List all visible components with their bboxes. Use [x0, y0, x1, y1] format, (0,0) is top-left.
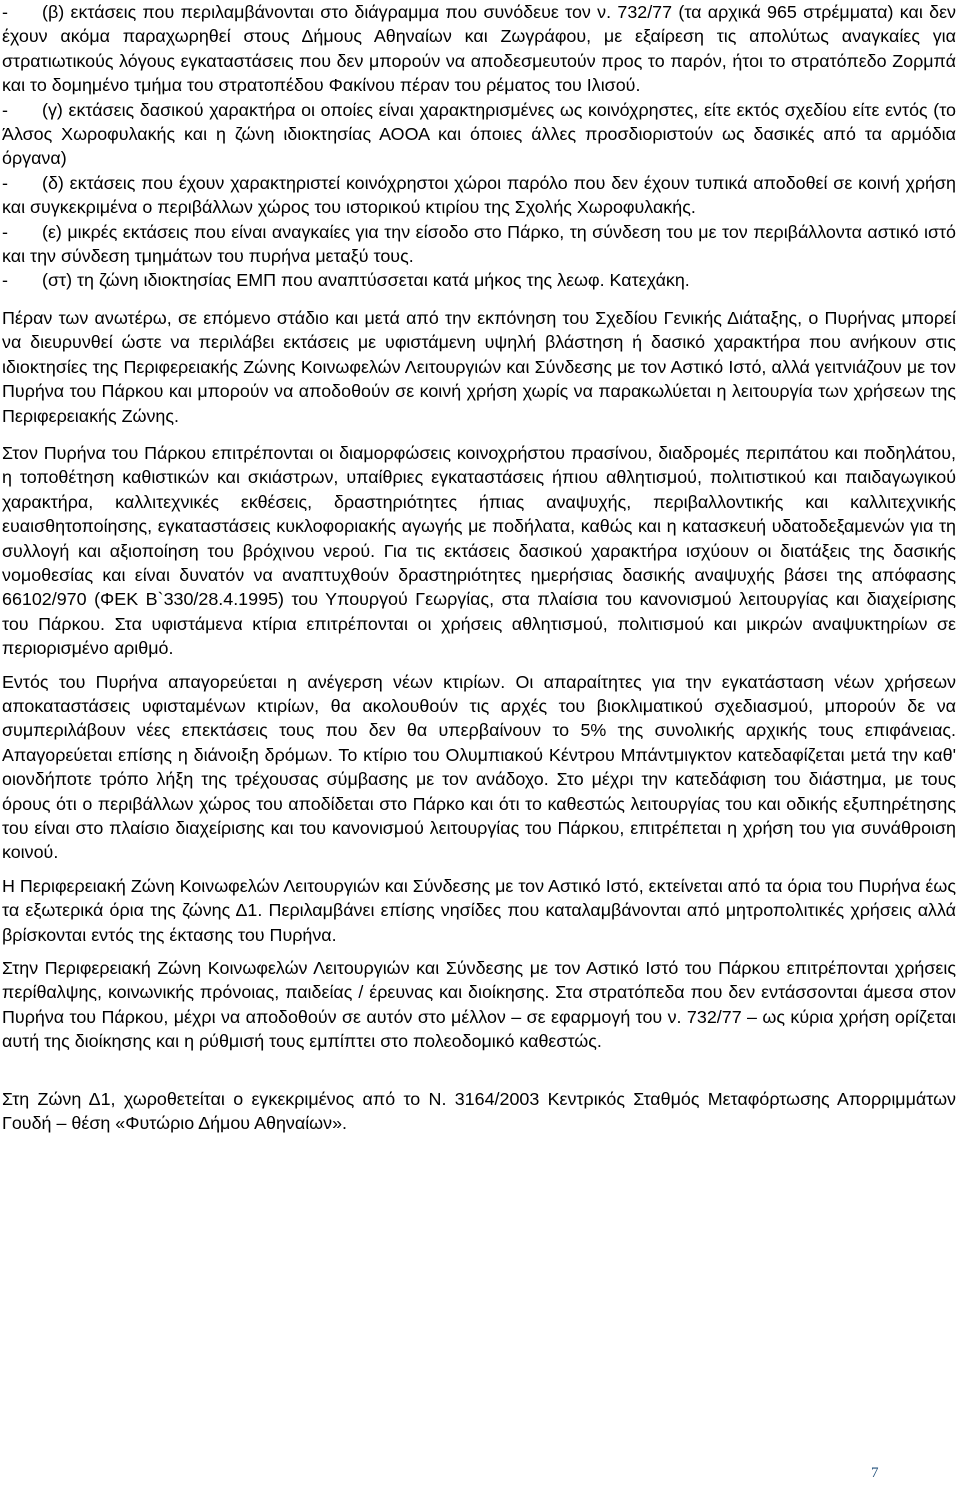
list-marker: - — [2, 270, 8, 291]
paragraph-zone-d1: Στη Ζώνη Δ1, χωροθετείται ο εγκεκριμένος από το Ν. 3164/2003 Κεντρικός Σταθμός Μεταφόρτωσης Απορριμμάτων Γουδή – θέση «Φυτώριο Δήμου Αθηναίων». — [2, 1088, 956, 1134]
list-item-e — [2, 220, 956, 269]
list-item-c — [2, 98, 956, 171]
paragraph-peripheral-uses: Στην Περιφερειακή Ζώνη Κοινωφελών Λειτουργιών και Σύνδεσης με τον Αστικό Ιστό του Πάρκου επιτρέπονται χρήσεις περίθαλψης, κοινωνικής πρόνοιας, παιδείας / έρευνας και διοίκησης. Στα στρατόπεδα που δεν εντάσσονται άμεσα στον Πυρήνα του Πάρκου, μέχρι να αποδοθούν σε αυτόν στο μέλλον – σε εφαρμογή του ν. 732/77 – ως κύρια χρήση ορίζεται αυτή της διοίκησης και η ρύθμισή τους εμπίπτει στο πολεοδομικό καθεστώς. — [2, 958, 956, 1052]
paragraph-peripheral-zone: Η Περιφερειακή Ζώνη Κοινωφελών Λειτουργιών και Σύνδεσης με τον Αστικό Ιστό, εκτείνεται από τα όρια του Πυρήνα έως τα εξωτερικά όρια της ζώνης Δ1. Περιλαμβάνει επίσης νησίδες που καταλαμβάνονται από μητροπολιτικές χρήσεις αλλά βρίσκονται εντός της έκτασης του Πυρήνα. — [2, 875, 956, 945]
list-item-text: (στ) τη ζώνη ιδιοκτησίας ΕΜΠ που αναπτύσσεται κατά μήκος της λεωφ. Κατεχάκη. — [42, 270, 690, 291]
list-item-b — [2, 0, 956, 98]
list-item-text: (β) εκτάσεις που περιλαμβάνονται στο διάγραμμα που συνόδευε τον ν. 732/77 (τα αρχικά 965 στρέμματα) και δεν έχουν ακόμα παραχωρηθεί στους Δήμους Αθηναίων και Ζωγράφου, με εξαίρεση τις απολύτως αναγκαίες για στρατιωτικούς λόγους εγκαταστάσεις που δεν μπορούν να αποδεσμευτούν προς το παρόν, ήτοι το στρατόπεδο Ζορμπά και το δομημένο τμήμα του στρατοπέδου Φακίνου πέραν του ρέματος του Ιλισού. — [2, 2, 956, 96]
list-item-text: (γ) εκτάσεις δασικού χαρακτήρα οι οποίες είναι χαρακτηρισμένες ως κοινόχρηστες, είτε εκτός σχεδίου είτε εντός (το Άλσος Χωροφυλακής και η ζώνη ιδιοκτησίας ΑΟΟΑ και όποιες άλλες προσδιοριστούν ως δασικές από τα αρμόδια όργανα) — [2, 99, 956, 169]
document-page — [2, 0, 956, 1135]
list-item-f — [2, 268, 956, 292]
list-marker: - — [2, 221, 8, 242]
paragraph-core-expansion: Πέραν των ανωτέρω, σε επόμενο στάδιο και μετά από την εκπόνηση του Σχεδίου Γενικής Διάταξης, ο Πυρήνας μπορεί να διευρυνθεί ώστε να περιλάβει εκτάσεις με υφιστάμενη υψηλή βλάστηση ή δασικό χαρακτήρα που ανήκουν στις ιδιοκτησίες της Περιφερειακής Ζώνης Κοινωφελών Λειτουργιών και Σύνδεσης με τον Αστικό Ιστό, αλλά γειτνιάζουν με τον Πυρήνα του Πάρκου και μπορούν να αποδοθούν σε κοινή χρήση χωρίς να παρακωλύεται η λειτουργία των χρήσεων της Περιφερειακής Ζώνης. — [2, 307, 956, 426]
list-item-d — [2, 171, 956, 220]
list-marker: - — [2, 2, 8, 22]
paragraph-building-restrictions: Εντός του Πυρήνα απαγορεύεται η ανέγερση νέων κτιρίων. Οι απαραίτητες για την εγκατάσταση νέων χρήσεων αποκαταστάσεις υφισταμένων κτιρίων, θα ακολουθούν τις αρχές του βιοκλιματικού σχεδιασμού, μπορούν δε να συμπεριλάβουν νέες επεκτάσεις τους που δεν θα υπερβαίνουν το 5% της συνολικής αρχικής τους επιφάνειας. Απαγορεύεται επίσης η διάνοιξη δρόμων. Το κτίριο του Ολυμπιακού Κέντρου Μπάντμιγκτον κατεδαφίζεται μετά την καθ' οιονδήποτε τρόπο λήξη της τρέχουσας σύμβασης με τον ανάδοχο. Στο μέχρι την κατεδάφιση του διάστημα, με τους όρους ότι ο περιβάλλων χώρος του αποδίδεται στο Πάρκο και ότι το καθεστώς λειτουργίας του και οδικής εξυπηρέτησης του είναι στο πλαίσιο διαχείρισης και του κανονισμού λειτουργίας του Πάρκου, επιτρέπεται η χρήση του για συνάθροιση κοινού. — [2, 671, 956, 863]
list-marker: - — [2, 172, 8, 193]
list-item-text: (δ) εκτάσεις που έχουν χαρακτηριστεί κοινόχρηστοι χώροι παρόλο που δεν έχουν τυπικά αποδοθεί σε κοινή χρήση και συγκεκριμένα ο περιβάλλων χώρος του ιστορικού κτιρίου της Σχολής Χωροφυλακής. — [2, 172, 956, 218]
list-item-text: (ε) μικρές εκτάσεις που είναι αναγκαίες για την είσοδο στο Πάρκο, τη σύνδεση του με τον περιβάλλοντα αστικό ιστό και την σύνδεση τμημάτων του πυρήνα μεταξύ τους. — [2, 221, 956, 267]
list-marker: - — [2, 99, 8, 120]
page-number: 7 — [871, 1465, 879, 1481]
paragraph-permitted-uses: Στον Πυρήνα του Πάρκου επιτρέπονται οι διαμορφώσεις κοινοχρήστου πρασίνου, διαδρομές περιπάτου και ποδηλάτου, η τοποθέτηση καθιστικών και σκιάστρων, υπαίθριες εγκαταστάσεις ήπιου αθλητισμού, πολιτιστικού και παιδαγωγικού χαρακτήρα, καλλιτεχνικές εκθέσεις, δραστηριότητες ήπιας αναψυχής, περιβαλλοντικής και καλλιτεχνικής ευαισθητοποίησης, εγκαταστάσεις κυκλοφοριακής αγωγής με ποδήλατα, καθώς και η κατασκευή υδατοδεξαμενών για τη συλλογή και αξιοποίηση του βρόχινου νερού. Για τις εκτάσεις δασικού χαρακτήρα ισχύουν οι διατάξεις της δασικής νομοθεσίας και είναι δυνατόν να αναπτυχθούν δραστηριότητες ημερήσιας δασικής αναψυχής βάσει της απόφασης 66102/970 (ΦΕΚ Β`330/28.4.1995) του Υπουργού Γεωργίας, στα πλαίσια του κανονισμού λειτουργίας και διαχείρισης του Πάρκου. Στα υφιστάμενα κτίρια επιτρέπονται οι χρήσεις αθλητισμού, πολιτισμού και μικρών αναψυκτηρίων σε περιορισμένο αριθμό. — [2, 442, 956, 659]
